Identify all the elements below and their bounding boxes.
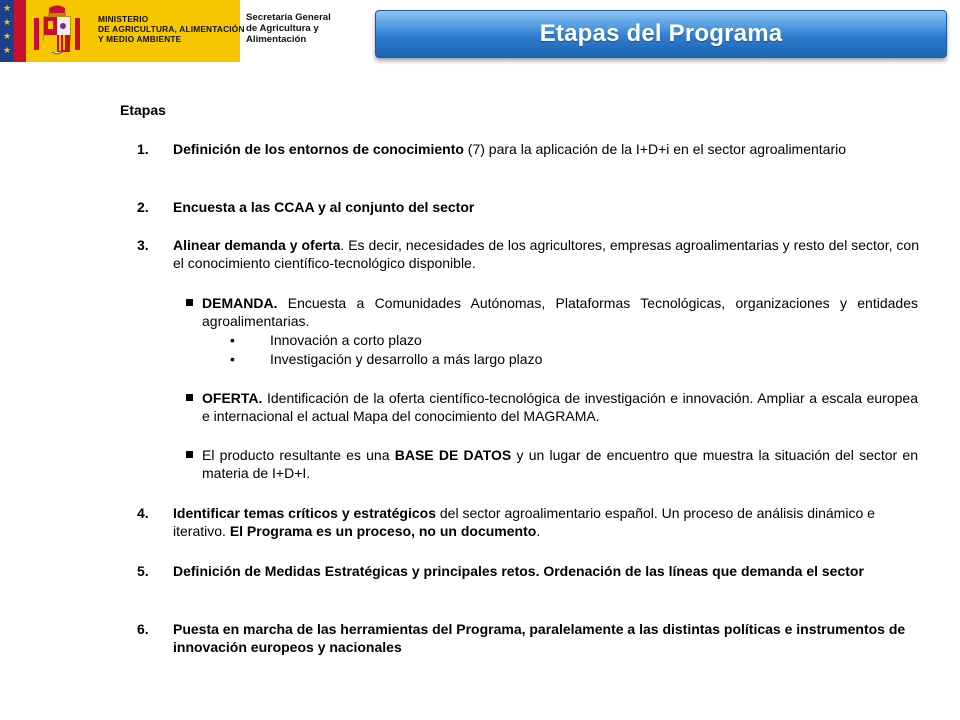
oferta-label: OFERTA. bbox=[202, 390, 263, 406]
bullet-item-1 bbox=[230, 331, 830, 349]
step-text bbox=[173, 562, 919, 580]
step-item-6 bbox=[120, 620, 920, 656]
step-body-text: (7) para la aplicación de la I+D+i en el sector agroalimentario bbox=[463, 141, 847, 157]
bullet-text: Investigación y desarrollo a más largo plazo bbox=[270, 351, 543, 367]
oferta-body: Identificación de la oferta científico-tecnológica de investigación e innovación. Ampliar a escala europea e internacional el actual Mapa del conocimiento del MAGRAMA. bbox=[202, 390, 918, 424]
demanda-label: DEMANDA. bbox=[202, 295, 278, 311]
step-text bbox=[173, 504, 919, 540]
ministry-name bbox=[98, 14, 245, 44]
bullet-dot-icon: • bbox=[230, 332, 235, 348]
step-bold-text: Identificar temas críticos y estratégicos bbox=[173, 505, 436, 521]
step-number: 4. bbox=[137, 505, 149, 521]
step-number: 2. bbox=[137, 199, 149, 215]
step-number: 3. bbox=[137, 237, 149, 253]
secretaria-line-3: Alimentación bbox=[246, 34, 307, 45]
ministry-logo bbox=[0, 0, 245, 62]
square-bullet-icon bbox=[186, 394, 193, 401]
step-body-text: del sector agroalimentario español. Un proceso de análisis dinámico e iterativo. bbox=[173, 505, 875, 539]
producto-pre: El producto resultante es una bbox=[202, 447, 395, 463]
step-number: 5. bbox=[137, 563, 149, 579]
slide-title: Etapas del Programa bbox=[539, 20, 783, 47]
demanda-body: Encuesta a Comunidades Autónomas, Plataformas Tecnológicas, organizaciones y entidades agroalimentarias. bbox=[202, 295, 918, 329]
step-item-3 bbox=[120, 236, 920, 272]
coat-of-arms-icon bbox=[30, 4, 84, 58]
step-body-text: . Es decir, necesidades de los agricultores, empresas agroalimentarias y resto del sector, con el conocimiento científico-tecnológico disponible. bbox=[173, 237, 919, 271]
step-end-text: . bbox=[536, 523, 541, 539]
section-heading: Etapas bbox=[120, 102, 166, 118]
step-item-4 bbox=[120, 504, 920, 540]
square-bullet-icon bbox=[186, 299, 193, 306]
ministry-line-1: MINISTERIO bbox=[98, 14, 149, 24]
oferta-item bbox=[170, 389, 918, 425]
producto-bold: BASE DE DATOS bbox=[394, 447, 512, 463]
bullet-dot-icon: • bbox=[230, 351, 235, 367]
step-item-1 bbox=[120, 140, 920, 158]
logo-red-stripe bbox=[14, 0, 26, 62]
ministry-line-3: Y MEDIO AMBIENTE bbox=[98, 34, 182, 44]
producto-body: y un lugar de encuentro que muestra la situación del sector en materia de I+D+I. bbox=[202, 447, 918, 481]
step-item-2 bbox=[120, 198, 920, 216]
step-item-5 bbox=[120, 562, 920, 580]
secretaria-line-2: de Agricultura y bbox=[246, 23, 319, 34]
demanda-item bbox=[170, 294, 918, 330]
eu-flag-icon: ★ ★ ★ ★ bbox=[0, 0, 14, 62]
step-text bbox=[173, 140, 919, 158]
step-bold-text: Puesta en marcha de las herramientas del Programa, paralelamente a las distintas políticas e instrumentos de innovación europeos y nacionales bbox=[173, 621, 906, 655]
step-bold-text: Encuesta a las CCAA y al conjunto del sector bbox=[173, 199, 475, 215]
step-number: 6. bbox=[137, 621, 149, 637]
step-bold-text: Definición de los entornos de conocimiento bbox=[173, 141, 464, 157]
ministry-line-2: DE AGRICULTURA, ALIMENTACIÓN bbox=[98, 24, 245, 34]
step-text bbox=[173, 620, 919, 656]
step-bold-text: Alinear demanda y oferta bbox=[173, 237, 341, 253]
secretaria-line-1: Secretaría General bbox=[246, 12, 331, 23]
bullet-item-2 bbox=[230, 350, 830, 368]
square-bullet-icon bbox=[186, 451, 193, 458]
oferta-text bbox=[202, 389, 918, 425]
bullet-text: Innovación a corto plazo bbox=[270, 332, 422, 348]
step-bold-text-2: El Programa es un proceso, no un documento bbox=[229, 523, 537, 539]
step-bold-text: Definición de Medidas Estratégicas y principales retos. Ordenación de las líneas que demanda el sector bbox=[173, 563, 864, 579]
producto-text bbox=[202, 446, 918, 482]
slide-title-banner bbox=[375, 10, 947, 58]
step-number: 1. bbox=[137, 141, 149, 157]
producto-item bbox=[170, 446, 918, 482]
step-text bbox=[173, 236, 919, 272]
demanda-text bbox=[202, 294, 918, 330]
step-text bbox=[173, 198, 919, 216]
secretaria-name bbox=[246, 12, 331, 45]
